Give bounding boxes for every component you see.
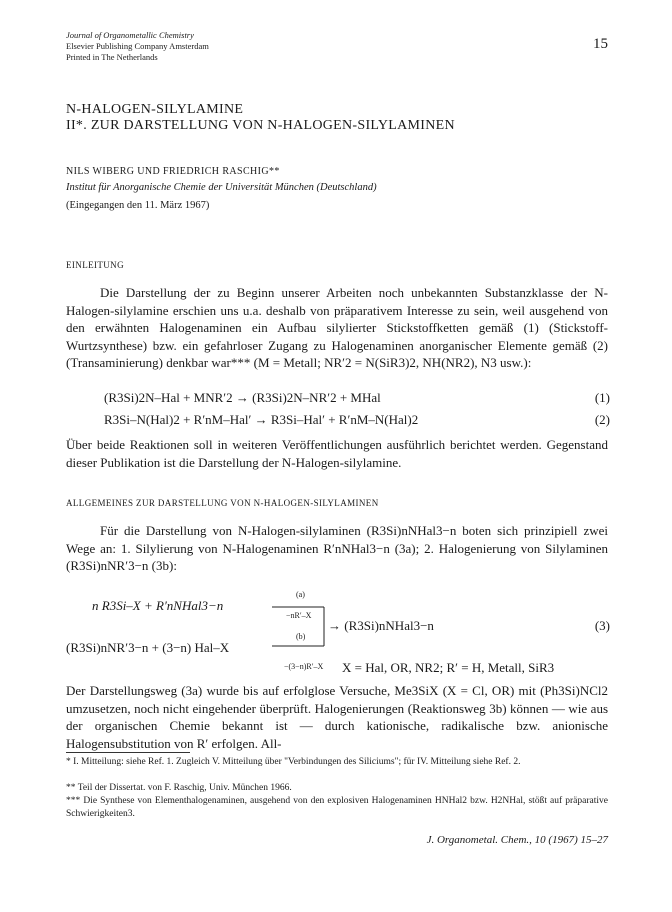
printed-line: Printed in The Netherlands (66, 52, 158, 62)
footnote-3: *** Die Synthese von Elementhalogenaminen, ausgehend von den explosiven Halogenaminen HNHal2 bzw. H2NHal, stößt auf präparative Schwierigkeiten3. (66, 796, 608, 819)
footnote-rule (66, 752, 190, 753)
scheme-product: → (R3Si)nNHal3−n (328, 618, 434, 633)
page-number: 15 (593, 36, 608, 52)
institution: Institut für Anorganische Chemie der Universität München (Deutschland) (66, 182, 377, 193)
paragraph-4: Der Darstellungsweg (3a) wurde bis auf erfolglose Versuche, Me3SiX (X = Cl, OR) mit (Ph3Si)NCl2 umzusetzen, noch nicht eingehender überprüft. Halogenierungen (Reaktionsweg 3b) können — wie aus der organischen Chemie bekannt ist — durch kationische, radikalische bzw. anionische Halogensubstitution von R′ erfolgen. All- (66, 683, 608, 751)
scheme-elimination-b: −(3−n)R′–X (284, 662, 324, 671)
equation-1-number: (1) (594, 390, 610, 405)
scheme-label-a: (a) (296, 590, 305, 599)
authors: NILS WIBERG UND FRIEDRICH RASCHIG** (66, 166, 280, 177)
scheme-elimination-a: −nR′–X (286, 611, 312, 620)
title-line-2: II*. ZUR DARSTELLUNG VON N-HALOGEN-SILYLAMINEN (66, 118, 455, 133)
footnote-2: ** Teil der Dissertat. von F. Raschig, Univ. München 1966. (66, 783, 292, 793)
section-heading-einleitung: EINLEITUNG (66, 260, 124, 270)
equation-2: R3Si–N(Hal)2 + R′nM–Hal′ → R3Si–Hal′ + R′nM–N(Hal)2 (104, 412, 419, 427)
equation-2-number: (2) (594, 412, 610, 427)
section-heading-allgemeines: ALLGEMEINES ZUR DARSTELLUNG VON N-HALOGEN-SILYLAMINEN (66, 498, 379, 508)
intro-paragraph: Die Darstellung der zu Beginn unserer Arbeiten noch unbekannten Substanzklasse der N-Halogen-silylamine erschien uns u.a. deshalb von präparativem Interesse zu sein, weil ausgehend von den erwähnten Halogenaminen ein Aufbau silylierter Stickstoffketten gemäß (1) (Stickstoff-Wurtzsynthese) bzw. ein gefahrloser Zugang zu Halogenaminen anorganischer Elemente gemäß (2) (Transaminierung) denkbar war*** (M = Metall; NR′2 = N(SiR3)2, NH(NR2), N3 usw.): (66, 285, 608, 370)
scheme-reactants-b: (R3Si)nNR′3−n + (3−n) Hal–X (66, 640, 230, 655)
title-line-1: N-HALOGEN-SILYLAMINE (66, 102, 244, 117)
paragraph-3: Für die Darstellung von N-Halogen-silylaminen (R3Si)nNHal3−n boten sich prinzipiell zwei Wege an: 1. Silylierung von N-Halogenaminen R′nNHal3−n (3a); 2. Halogenierung von Silylaminen (R3Si)nNR′3−n (3b): (66, 523, 608, 573)
paragraph-2: Über beide Reaktionen soll in weiteren Veröffentlichungen ausführlich berichtet werden. Gegenstand dieser Publikation ist die Darstellung der N-Halogen-silylamine. (66, 437, 608, 470)
journal-name: Journal of Organometallic Chemistry (66, 30, 194, 40)
scheme-reactants-a: n R3Si–X + R′nNHal3−n (92, 598, 224, 613)
journal-citation: J. Organometal. Chem., 10 (1967) 15–27 (426, 834, 608, 846)
received-date: (Eingegangen den 11. März 1967) (66, 200, 210, 211)
scheme-brackets (272, 600, 332, 650)
footnote-1: * I. Mitteilung: siehe Ref. 1. Zugleich V. Mitteilung über "Verbindungen des Siliciums"; für IV. Mitteilung siehe Ref. 2. (66, 757, 521, 767)
scheme-label-b: (b) (296, 632, 306, 641)
equation-3-number: (3) (594, 618, 610, 633)
scheme-conditions: X = Hal, OR, NR2; R′ = H, Metall, SiR3 (342, 660, 555, 675)
publisher-line: Elsevier Publishing Company Amsterdam (66, 41, 209, 51)
equation-1: (R3Si)2N–Hal + MNR′2 → (R3Si)2N–NR′2 + MHal (104, 390, 381, 405)
